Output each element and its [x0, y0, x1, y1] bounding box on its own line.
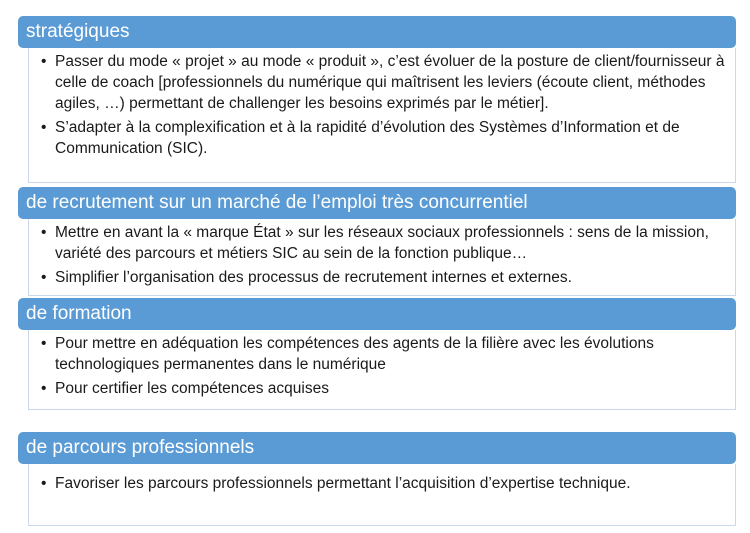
- section-body-strategiques: [28, 48, 736, 183]
- bullet-item: • Simplifier l’organisation des processus de recrutement internes et externes.: [55, 267, 727, 288]
- bullet-item: • S’adapter à la complexification et à la rapidité d’évolution des Systèmes d’Information et de Communication (SIC).: [55, 117, 727, 159]
- section-body-parcours: [28, 464, 736, 526]
- section-header-recrutement: de recrutement sur un marché de l’emploi très concurrentiel: [18, 187, 736, 219]
- bullet-list: [29, 464, 735, 494]
- bullet-list: [29, 222, 735, 288]
- section-header-strategiques: stratégiques: [18, 16, 736, 48]
- section-body-recrutement: [28, 219, 736, 296]
- bullet-list: [29, 333, 735, 399]
- section-body-formation: [28, 330, 736, 410]
- bullet-item: • Favoriser les parcours professionnels permettant l’acquisition d’expertise technique.: [55, 473, 727, 494]
- bullet-item: • Pour certifier les compétences acquises: [55, 378, 727, 399]
- bullet-item: • Mettre en avant la « marque État » sur les réseaux sociaux professionnels : sens de la mission, variété des parcours et métiers SIC au sein de la fonction publique…: [55, 222, 727, 264]
- bullet-list: [29, 51, 735, 159]
- bullet-item: • Pour mettre en adéquation les compétences des agents de la filière avec les évolutions technologiques permanentes dans le numérique: [55, 333, 727, 375]
- bullet-item: • Passer du mode « projet » au mode « produit », c’est évoluer de la posture de client/fournisseur à celle de coach [professionnels du numérique qui maîtrisent les leviers (écoute client, méthodes agiles, …) permettant de challenger les besoins exprimés par le métier].: [55, 51, 727, 114]
- section-header-parcours: de parcours professionnels: [18, 432, 736, 464]
- section-header-formation: de formation: [18, 298, 736, 330]
